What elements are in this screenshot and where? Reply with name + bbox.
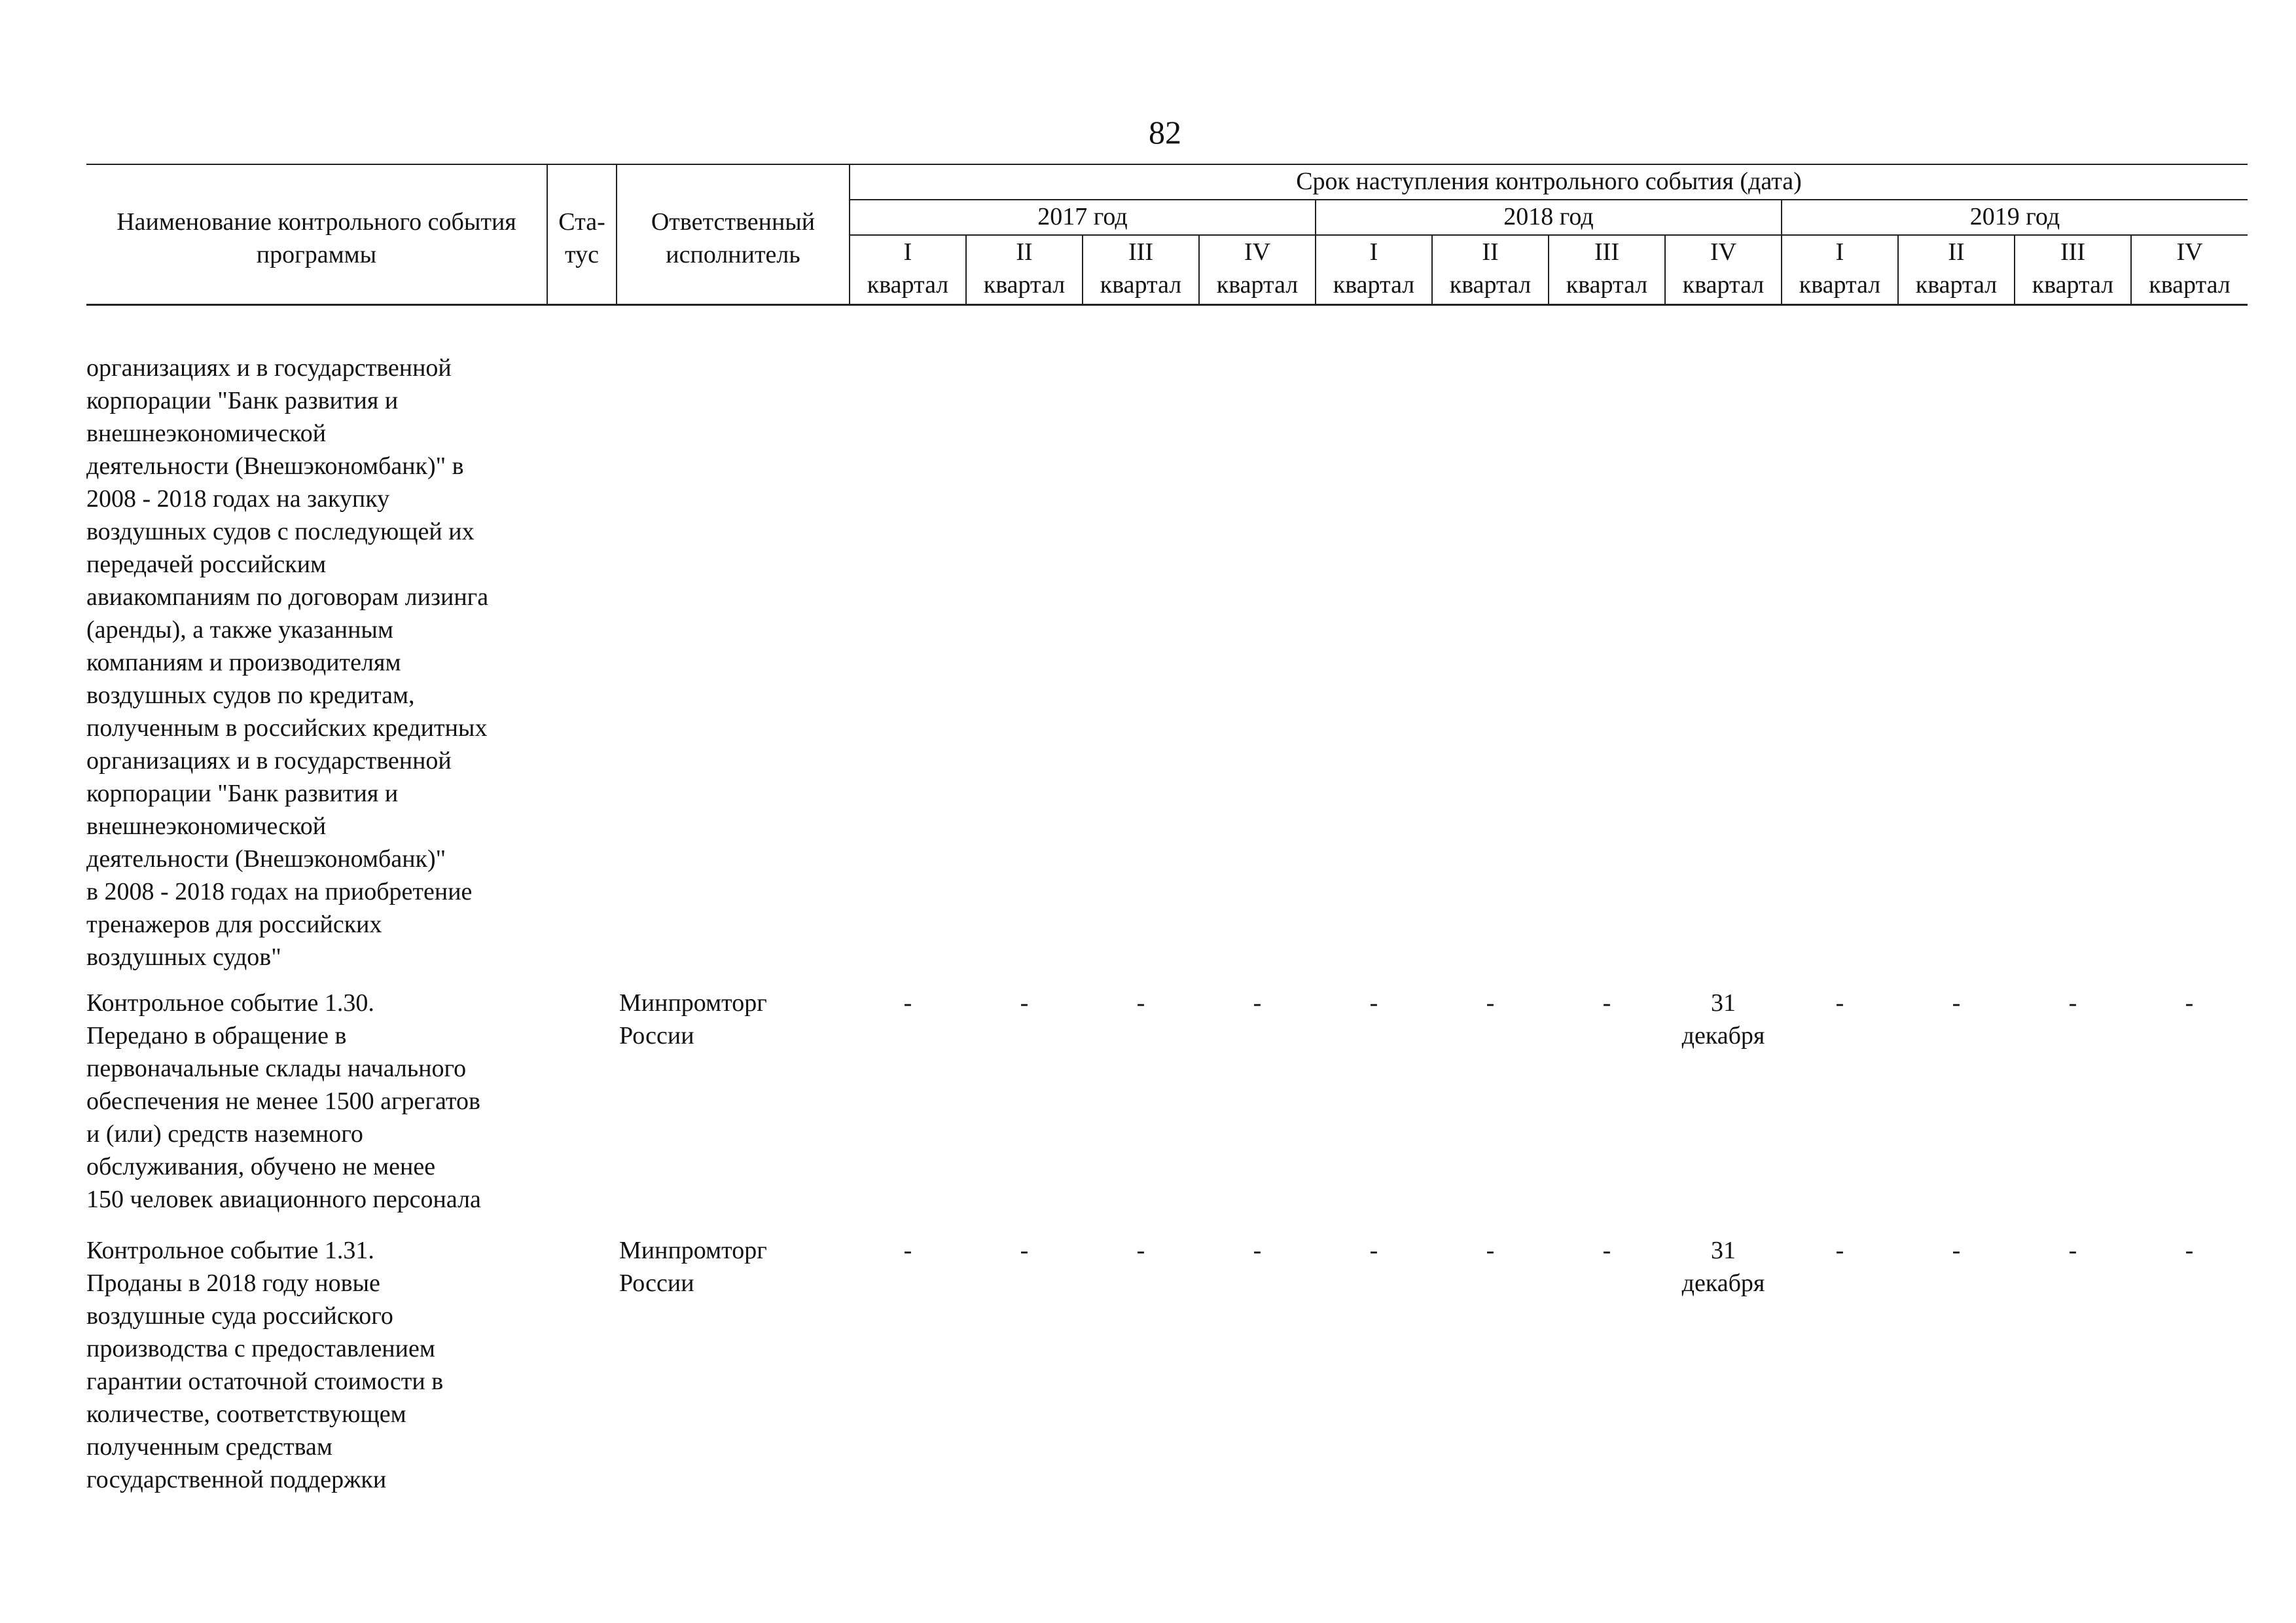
header-quarter: II квартал — [966, 235, 1083, 305]
quarter-cell: - — [903, 989, 912, 1017]
header-quarter: II квартал — [1898, 235, 2015, 305]
quarter-cell: - — [1020, 1237, 1029, 1264]
event-name: организациях и в государственной корпорации "Банк развития и внешнеэкономической деятельности (Внешэкономбанк)" в 2008 - 2018 годах на закупку воздушных судов с последующей их передачей российским авиакомпаниям по договорам лизинга (аренды), а также указанным компаниям и производителям воздушных судов по кредитам, полученным в российских кредитных организациях и в государственной корпорации "Банк развития и внешнеэкономической деятельности (Внешэкономбанк)" в 2008 - 2018 годах на приобретение тренажеров для российских воздушных судов" — [86, 354, 489, 971]
quarter-cell — [1782, 352, 1898, 987]
quarter-cell: - — [2185, 989, 2194, 1017]
quarter-cell — [850, 352, 966, 987]
quarter-cell: - — [903, 1237, 912, 1264]
header-quarter: I квартал — [1782, 235, 1898, 305]
quarter-cell — [966, 352, 1083, 987]
header-year-2018: 2018 год — [1316, 200, 1782, 235]
quarter-cell: - — [1602, 1237, 1611, 1264]
quarter-cell — [1549, 352, 1665, 987]
quarter-cell: - — [2068, 1237, 2077, 1264]
quarter-cell: 31 декабря — [1681, 989, 1765, 1049]
quarter-cell — [2015, 352, 2131, 987]
event-status — [547, 987, 617, 1234]
header-quarter: III квартал — [2015, 235, 2131, 305]
page-number: 82 — [1149, 114, 1181, 151]
header-quarter: IV квартал — [1665, 235, 1782, 305]
quarter-cell: - — [1253, 989, 1262, 1017]
quarter-cell — [1665, 352, 1782, 987]
header-year-2019: 2019 год — [1782, 200, 2248, 235]
quarter-cell: - — [1136, 989, 1145, 1017]
table-row — [86, 352, 2248, 987]
quarter-cell: - — [1486, 989, 1495, 1017]
quarter-cell: - — [2068, 989, 2077, 1017]
quarter-cell: - — [1369, 1237, 1378, 1264]
event-executor: Минпромторг России — [619, 1237, 767, 1297]
quarter-cell: - — [2185, 1237, 2194, 1264]
quarter-cell: - — [1952, 989, 1961, 1017]
header-deadline: Срок наступления контрольного события (дата) — [850, 164, 2248, 200]
quarter-cell — [1316, 352, 1432, 987]
quarter-cell: - — [1952, 1237, 1961, 1264]
quarter-cell — [1898, 352, 2015, 987]
quarter-cell: - — [1835, 1237, 1844, 1264]
header-quarter: III квартал — [1549, 235, 1665, 305]
event-status — [547, 1234, 617, 1496]
event-executor — [617, 352, 850, 987]
control-events-table — [86, 164, 2248, 1496]
header-quarter: II квартал — [1432, 235, 1549, 305]
quarter-cell: - — [1602, 989, 1611, 1017]
header-executor: Ответственный исполнитель — [617, 164, 850, 305]
header-quarter: IV квартал — [2131, 235, 2248, 305]
header-quarter: IV квартал — [1199, 235, 1316, 305]
header-year-2017: 2017 год — [850, 200, 1316, 235]
header-status: Ста- тус — [547, 164, 617, 305]
header-quarter: I квартал — [850, 235, 966, 305]
header-quarter: III квартал — [1083, 235, 1199, 305]
quarter-cell — [2131, 352, 2248, 987]
quarter-cell — [1083, 352, 1199, 987]
table-header — [86, 164, 2248, 305]
header-event-name: Наименование контрольного события программы — [86, 164, 547, 305]
quarter-cell: - — [1486, 1237, 1495, 1264]
quarter-cell — [1199, 352, 1316, 987]
event-name: Контрольное событие 1.31. Проданы в 2018 году новые воздушные суда российского производства с предоставлением гарантии остаточной стоимости в количестве, соответствующем полученным средствам государственной поддержки — [86, 1237, 444, 1493]
quarter-cell: - — [1369, 989, 1378, 1017]
event-name: Контрольное событие 1.30. Передано в обращение в первоначальные склады начального обеспечения не менее 1500 агрегатов и (или) средств наземного обслуживания, обучено не менее 150 человек авиационного персонала — [86, 989, 481, 1213]
table-row — [86, 1234, 2248, 1496]
event-executor: Минпромторг России — [619, 989, 767, 1049]
quarter-cell: - — [1835, 989, 1844, 1017]
quarter-cell: - — [1020, 989, 1029, 1017]
header-quarter: I квартал — [1316, 235, 1432, 305]
quarter-cell: - — [1253, 1237, 1262, 1264]
table-body — [86, 305, 2248, 1497]
quarter-cell — [1432, 352, 1549, 987]
quarter-cell: - — [1136, 1237, 1145, 1264]
quarter-cell: 31 декабря — [1681, 1237, 1765, 1297]
event-status — [547, 352, 617, 987]
table-row — [86, 987, 2248, 1234]
